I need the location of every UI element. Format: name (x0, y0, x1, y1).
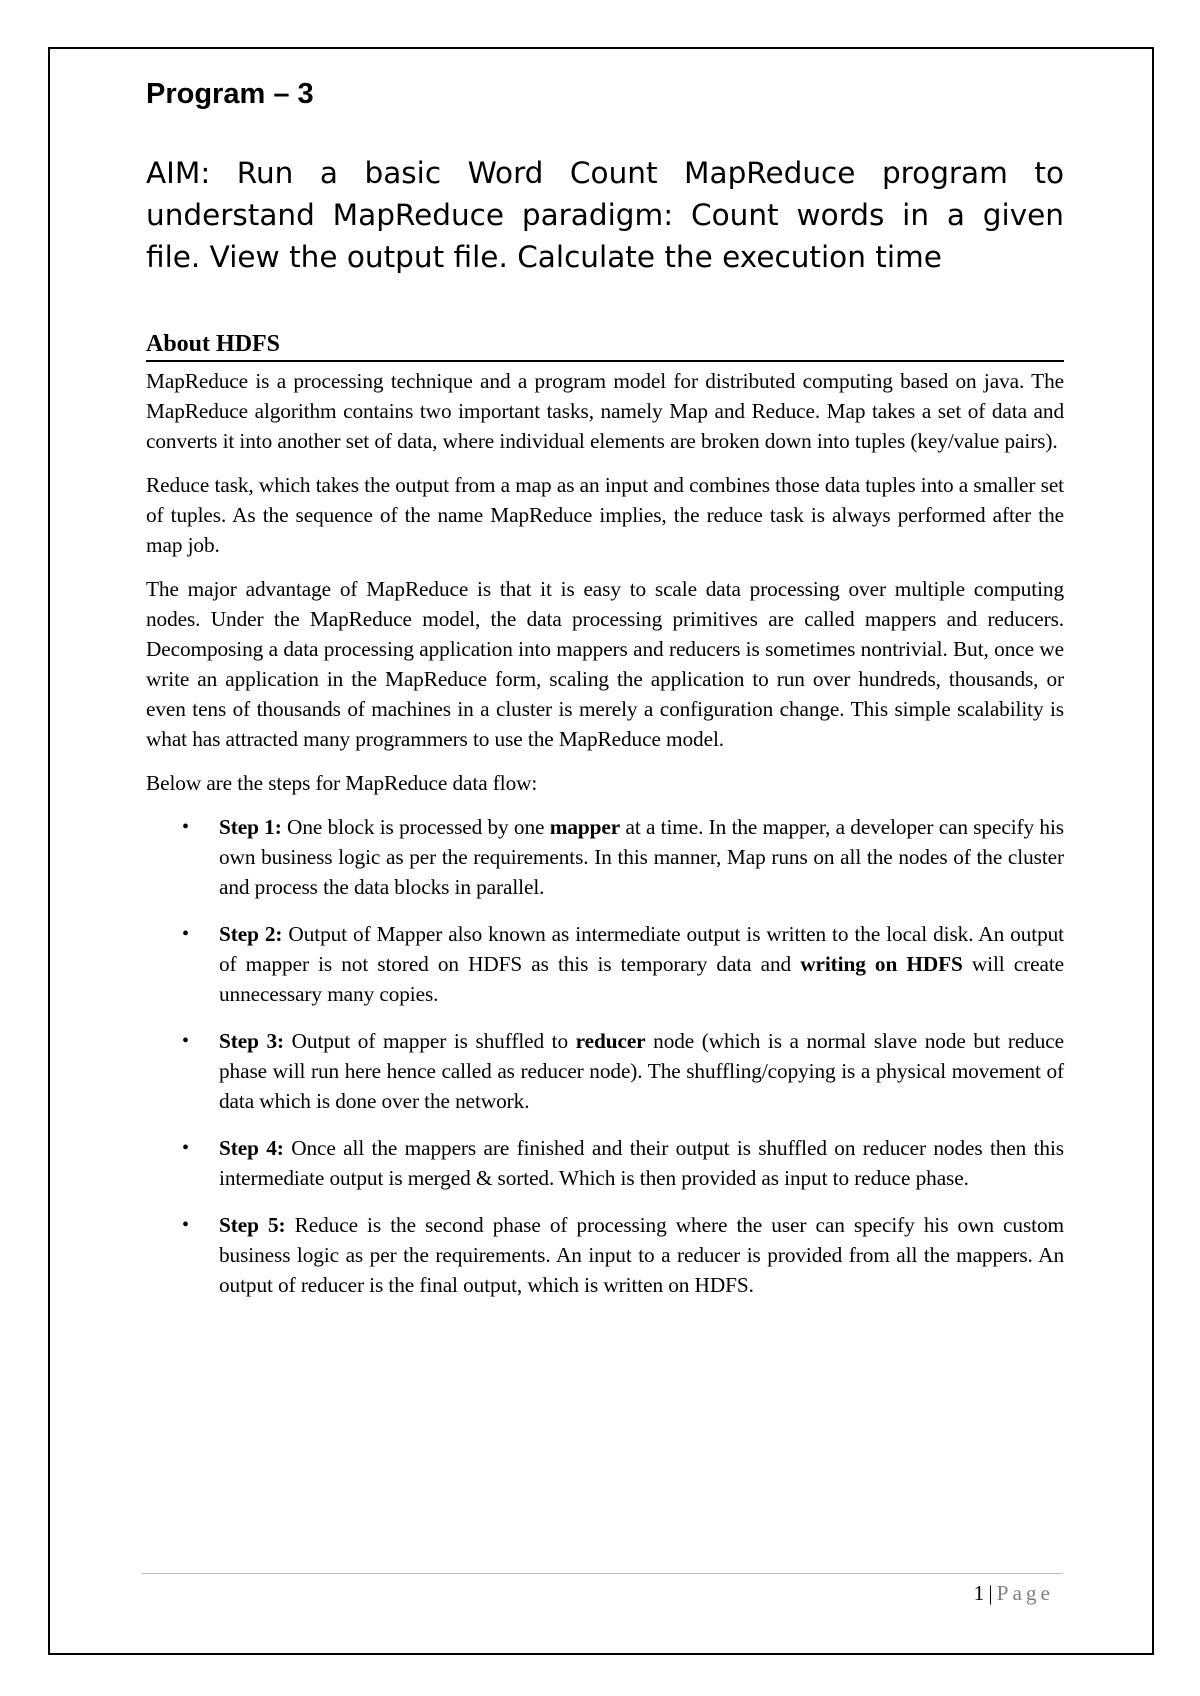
step-label: Step 3: (219, 1029, 284, 1053)
footer-divider (142, 1573, 1063, 1574)
step-text: One block is processed by one (281, 815, 550, 839)
bullet-icon: • (182, 1137, 189, 1159)
section-heading: About HDFS (146, 328, 1064, 362)
paragraph: The major advantage of MapReduce is that it is easy to scale data processing over multiple computing nodes. Under the MapReduce model, the data processing primitives are called mappers and reducers. Decomposing a data processing application into mappers and reducers is sometimes nontrivial. But, once we write an application in the MapReduce form, scaling the application to run over hundreds, thousands, or even tens of thousands of machines in a cluster is merely a configuration change. This simple scalability is what has attracted many programmers to use the MapReduce model. (146, 577, 1064, 751)
bullet-icon: • (182, 923, 189, 945)
program-title: Program – 3 (146, 78, 314, 110)
step-label: Step 2: (219, 922, 283, 946)
list-item (146, 1133, 1064, 1193)
step-text: node (which is a normal slave node but reduce phase will run here hence called as reducer node). The shuffling/copying is a physical movement of data which is done over the network. (219, 1029, 1065, 1113)
step-text: Reduce is the second phase of processing where the user can specify his own custom business logic as per the requirements. An input to a reducer is provided from all the mappers. An output of reducer is the final output, which is written on HDFS. (219, 1213, 1064, 1297)
steps-list (146, 812, 1064, 1300)
step-bold-text: mapper (549, 815, 621, 839)
page-number: 1 (973, 1581, 985, 1605)
list-item (146, 812, 1064, 902)
step-text: will create unnecessary many copies. (219, 952, 1064, 1006)
page-footer (974, 1578, 1054, 1608)
paragraph: Reduce task, which takes the output from a map as an input and combines those data tuples into a smaller set of tuples. As the sequence of the name MapReduce implies, the reduce task is always performed after the map job. (146, 473, 1064, 557)
list-item (146, 919, 1064, 1009)
bullet-icon: • (182, 816, 189, 838)
step-label: Step 4: (219, 1136, 284, 1160)
paragraph: Below are the steps for MapReduce data flow: (146, 771, 538, 795)
aim-statement: AIM: Run a basic Word Count MapReduce program to understand MapReduce paradigm: Count words in a given file. View the output file. Calculate the execution time (146, 156, 1064, 274)
step-text: at a time. In the mapper, a developer can specify his own business logic as per the requirements. In this manner, Map runs on all the nodes of the cluster and process the data blocks in parallel. (219, 815, 1064, 899)
list-item (146, 1210, 1064, 1300)
step-bold-text: reducer (575, 1029, 646, 1053)
step-text: Output of Mapper also known as intermediate output is written to the local disk. An output of mapper is not stored on HDFS as this is temporary data and (219, 922, 1064, 976)
page-word: Page (996, 1581, 1054, 1605)
step-bold-text: writing on HDFS (800, 952, 963, 976)
bullet-icon: • (182, 1030, 189, 1052)
footer-separator: | (988, 1581, 993, 1605)
list-item (146, 1026, 1064, 1116)
paragraph: MapReduce is a processing technique and a program model for distributed computing based on java. The MapReduce algorithm contains two important tasks, namely Map and Reduce. Map takes a set of data and converts it into another set of data, where individual elements are broken down into tuples (key/value pairs). (146, 369, 1064, 453)
step-label: Step 1: (219, 815, 282, 839)
step-text: Output of mapper is shuffled to (284, 1029, 576, 1053)
bullet-icon: • (182, 1214, 189, 1236)
step-text: Once all the mappers are finished and their output is shuffled on reducer nodes then this intermediate output is merged & sorted. Which is then provided as input to reduce phase. (219, 1136, 1064, 1190)
step-label: Step 5: (219, 1213, 286, 1237)
page-content (146, 70, 1064, 1317)
